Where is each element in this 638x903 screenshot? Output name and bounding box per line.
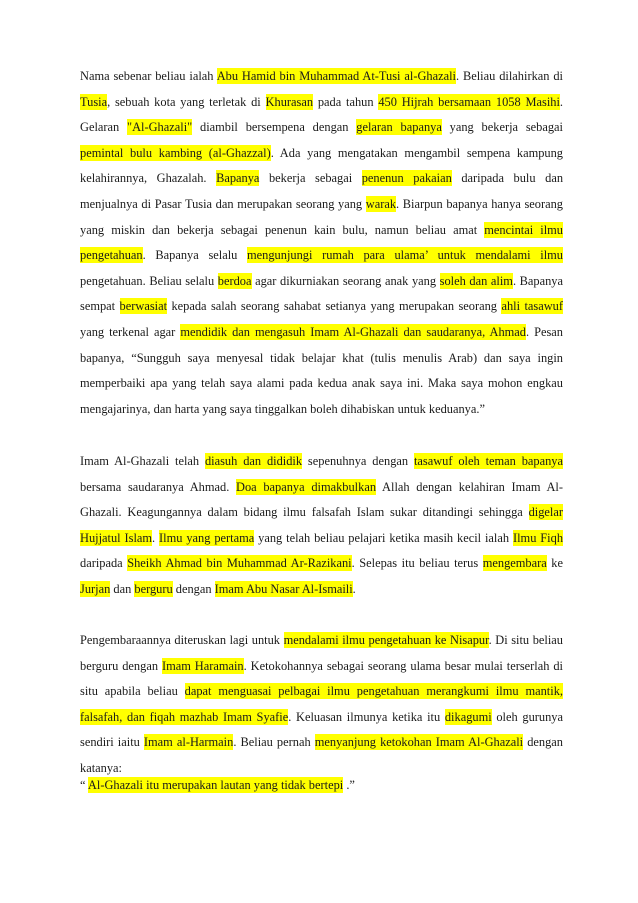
text-segment: kepada salah seorang sahabat setianya yang merupakan seorang xyxy=(167,299,502,314)
paragraph-3 xyxy=(80,628,563,782)
text-segment: . Ketokohannya sebagai seorang ulama besar mulai terserlah di situ apabila beliau xyxy=(80,658,564,699)
highlighted-text: soleh dan alim xyxy=(439,273,513,288)
text-segment: . Gelaran xyxy=(80,94,564,135)
text-segment: . Biarpun bapanya hanya seorang yang miskin dan bekerja sebagai penenun kain bulu, namun beliau amat xyxy=(80,196,563,237)
quote-paragraph xyxy=(80,773,563,799)
text-segment: . xyxy=(152,530,160,545)
text-segment: sepenuhnya dengan xyxy=(302,454,414,468)
text-segment: Nama sebenar beliau ialah xyxy=(80,69,217,83)
text-segment: . Bapanya sempat xyxy=(80,273,563,314)
text-segment: . Bapanya selalu xyxy=(142,248,248,263)
highlighted-text: 450 Hijrah bersamaan 1058 Masihi xyxy=(378,94,560,109)
highlighted-text: Imam Haramain xyxy=(161,658,244,673)
highlighted-text: Imam al-Harmain xyxy=(143,735,234,750)
highlighted-text: digelar Hujjatul Islam xyxy=(80,505,563,545)
text-segment: bersama saudaranya Ahmad. xyxy=(80,479,236,494)
highlighted-text: Bapanya xyxy=(216,171,260,186)
text-segment: Pengembaraannya diteruskan lagi untuk xyxy=(80,633,284,647)
text-segment: dengan katanya: xyxy=(80,735,563,775)
text-segment: bekerja sebagai xyxy=(259,171,362,186)
highlighted-text: mengembara xyxy=(482,556,547,571)
text-segment: . Keluasan ilmunya ketika itu xyxy=(288,709,445,724)
highlighted-text: berwasiat xyxy=(119,299,168,314)
highlighted-text: mendidik dan mengasuh Imam Al-Ghazali dan saudaranya, Ahmad xyxy=(180,324,526,339)
highlighted-text: Jurjan xyxy=(80,581,111,596)
paragraph-1 xyxy=(80,64,563,422)
highlighted-text: menyanjung ketokohan Imam Al-Ghazali xyxy=(314,735,524,750)
text-segment: .” xyxy=(343,778,355,792)
highlighted-text: warak xyxy=(365,196,397,211)
highlighted-text: penenun pakaian xyxy=(361,171,452,186)
highlighted-text: Ilmu yang pertama xyxy=(159,530,255,545)
text-segment: daripada bulu dan menjualnya di Pasar Tusia dan merupakan seorang yang xyxy=(80,171,564,211)
text-segment: , sebuah kota yang terletak di xyxy=(107,94,266,109)
highlighted-text: mencintai ilmu pengetahuan xyxy=(80,222,564,263)
highlighted-text: mengunjungi rumah para ulama’ untuk mendalami ilmu xyxy=(247,248,563,263)
text-segment: dengan xyxy=(172,581,215,596)
highlighted-text: Ilmu Fiqh xyxy=(512,530,564,545)
highlighted-text: berdoa xyxy=(217,273,252,288)
highlighted-text: "Al-Ghazali" xyxy=(127,120,193,135)
highlighted-text: Tusia xyxy=(80,94,108,109)
text-segment: . Beliau dilahirkan di xyxy=(455,69,563,83)
highlighted-text: mendalami ilmu pengetahuan ke Nisapur xyxy=(283,633,489,647)
highlighted-text: tasawuf oleh teman bapanya xyxy=(413,454,563,468)
text-segment: diambil bersempena dengan xyxy=(192,120,357,135)
text-segment: oleh gurunya sendiri iaitu xyxy=(80,709,563,750)
highlighted-text: diasuh dan dididik xyxy=(204,454,303,468)
text-segment: yang telah beliau pelajari ketika masih kecil ialah xyxy=(254,530,513,545)
highlighted-text: dikagumi xyxy=(444,709,492,724)
text-segment: . Ada yang mengatakan mengambil sempena kampung kelahirannya, Ghazalah. xyxy=(80,145,563,186)
text-segment: daripada xyxy=(80,556,128,571)
highlighted-text: Abu Hamid bin Muhammad At-Tusi al-Ghazali xyxy=(216,69,456,83)
text-segment: agar dikurniakan seorang anak yang xyxy=(251,273,440,288)
text-segment: . xyxy=(352,581,356,596)
highlighted-text: pemintal bulu kambing (al-Ghazzal) xyxy=(80,145,271,160)
text-segment: ke xyxy=(546,556,563,571)
highlighted-text: ahli tasawuf xyxy=(501,299,564,314)
highlighted-text: Al-Ghazali itu merupakan lautan yang tidak bertepi xyxy=(87,778,344,792)
highlighted-text: Sheikh Ahmad bin Muhammad Ar-Razikani xyxy=(127,556,352,571)
text-segment: Allah dengan kelahiran Imam Al-Ghazali. Keagungannya dalam bidang ilmu falsafah Islam sukar ditandingi sehingga xyxy=(80,479,563,520)
paragraph-2 xyxy=(80,449,563,603)
highlighted-text: berguru xyxy=(134,581,173,596)
text-segment: Imam Al-Ghazali telah xyxy=(80,454,205,468)
highlighted-text: Imam Abu Nasar Al-Ismaili xyxy=(214,581,353,596)
text-segment: “ xyxy=(80,778,88,792)
highlighted-text: gelaran bapanya xyxy=(356,120,442,135)
text-segment: . Selepas itu beliau terus xyxy=(351,556,483,571)
text-segment: yang bekerja sebagai xyxy=(441,120,563,135)
highlighted-text: dapat menguasai pelbagai ilmu pengetahuan merangkumi ilmu mantik, falsafah, dan fiqah mazhab Imam Syafie xyxy=(80,684,563,724)
text-segment: . Di situ beliau berguru dengan xyxy=(80,633,563,673)
text-segment: . Pesan bapanya, “Sungguh saya menyesal tidak belajar khat (tulis menulis Arab) dan saya ingin memperbaiki apa yang telah saya alami pada kedua anak saya ini. Maka saya mohon engkau mengajarinya, dan harta yang saya tinggalkan boleh dihabiskan untuk keduanya.” xyxy=(80,324,564,416)
text-segment: yang terkenal agar xyxy=(80,324,181,339)
text-segment: pengetahuan. Beliau selalu xyxy=(80,273,218,288)
text-segment: dan xyxy=(110,581,135,596)
highlighted-text: Doa bapanya dimakbulkan xyxy=(236,479,377,494)
highlighted-text: Khurasan xyxy=(265,94,314,109)
text-segment: pada tahun xyxy=(313,94,379,109)
text-segment: . Beliau pernah xyxy=(233,735,315,750)
